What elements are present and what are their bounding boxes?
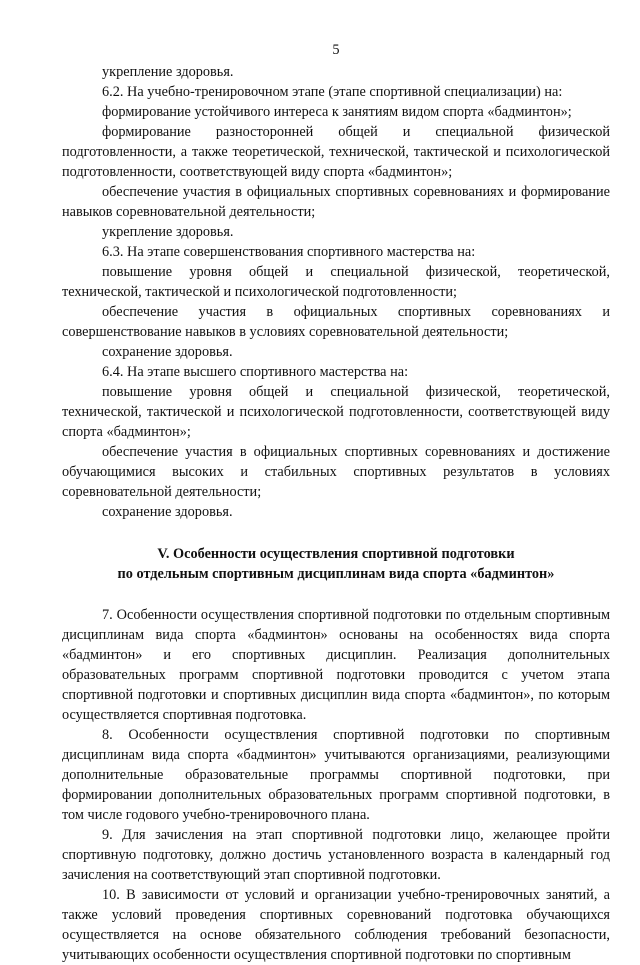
- paragraph: обеспечение участия в официальных спортивных соревнованиях и формирование навыков соревновательной деятельности;: [62, 184, 610, 220]
- paragraph: повышение уровня общей и специальной физической, теоретической, технической, тактической и психологической подготовленности, соответствующей виду спорта «бадминтон»;: [62, 384, 610, 440]
- paragraph: повышение уровня общей и специальной физической, теоретической, технической, тактической и психологической подготовленности;: [62, 264, 610, 300]
- section-heading: [62, 544, 610, 584]
- paragraph-7: 7. Особенности осуществления спортивной подготовки по отдельным спортивным дисциплинам вида спорта «бадминтон» основаны на особенностях вида спорта «бадминтон» и его спортивных дисциплин. Реализация дополнительных образовательных программ спортивной подготовки проводится с учетом этапа спортивной подготовки и спортивных дисциплин вида спорта «бадминтон», по которым осуществляется спортивная подготовка.: [62, 607, 610, 723]
- paragraph-8: 8. Особенности осуществления спортивной подготовки по спортивным дисциплинам вида спорта «бадминтон» учитываются организациями, реализующими дополнительные образовательные программы спортивной подготовки, при формировании дополнительных образовательных программ спортивной подготовки, в том числе годового учебно-тренировочного плана.: [62, 727, 610, 823]
- paragraph: обеспечение участия в официальных спортивных соревнованиях и совершенствование навыков в условиях соревновательной деятельности;: [62, 304, 610, 340]
- paragraph: обеспечение участия в официальных спортивных соревнованиях и достижение обучающимися высоких и стабильных спортивных результатов в условиях соревновательной деятельности;: [62, 444, 610, 500]
- document-body: [62, 62, 610, 965]
- page-number: 5: [332, 42, 340, 58]
- paragraph: формирование разносторонней общей и специальной физической подготовленности, а также теоретической, технической, тактической и психологической подготовленности, соответствующей виду спорта «бадминтон»;: [62, 124, 610, 180]
- paragraph: сохранение здоровья.: [102, 344, 233, 360]
- paragraph-6-2: 6.2. На учебно-тренировочном этапе (этапе спортивной специализации) на:: [102, 84, 563, 100]
- paragraph-9: 9. Для зачисления на этап спортивной подготовки лицо, желающее пройти спортивную подготовку, должно достичь установленного возраста в календарный год зачисления на соответствующий этап спортивной подготовки.: [62, 827, 610, 883]
- paragraph-10: 10. В зависимости от условий и организации учебно-тренировочных занятий, а также условий проведения спортивных соревнований подготовка обучающихся осуществляется на основе обязательного соблюдения требований безопасности, учитывающих особенности осуществления спортивной подготовки по спортивным: [62, 887, 610, 963]
- paragraph-6-4: 6.4. На этапе высшего спортивного мастерства на:: [102, 364, 409, 380]
- section-heading-line-2: по отдельным спортивным дисциплинам вида спорта «бадминтон»: [117, 566, 555, 582]
- section-heading-line-1: V. Особенности осуществления спортивной подготовки: [157, 546, 515, 562]
- paragraph: формирование устойчивого интереса к занятиям видом спорта «бадминтон»;: [102, 104, 572, 120]
- paragraph: укрепление здоровья.: [102, 64, 234, 80]
- paragraph-6-3: 6.3. На этапе совершенствования спортивного мастерства на:: [102, 244, 476, 260]
- paragraph: укрепление здоровья.: [102, 224, 234, 240]
- paragraph: сохранение здоровья.: [102, 504, 233, 520]
